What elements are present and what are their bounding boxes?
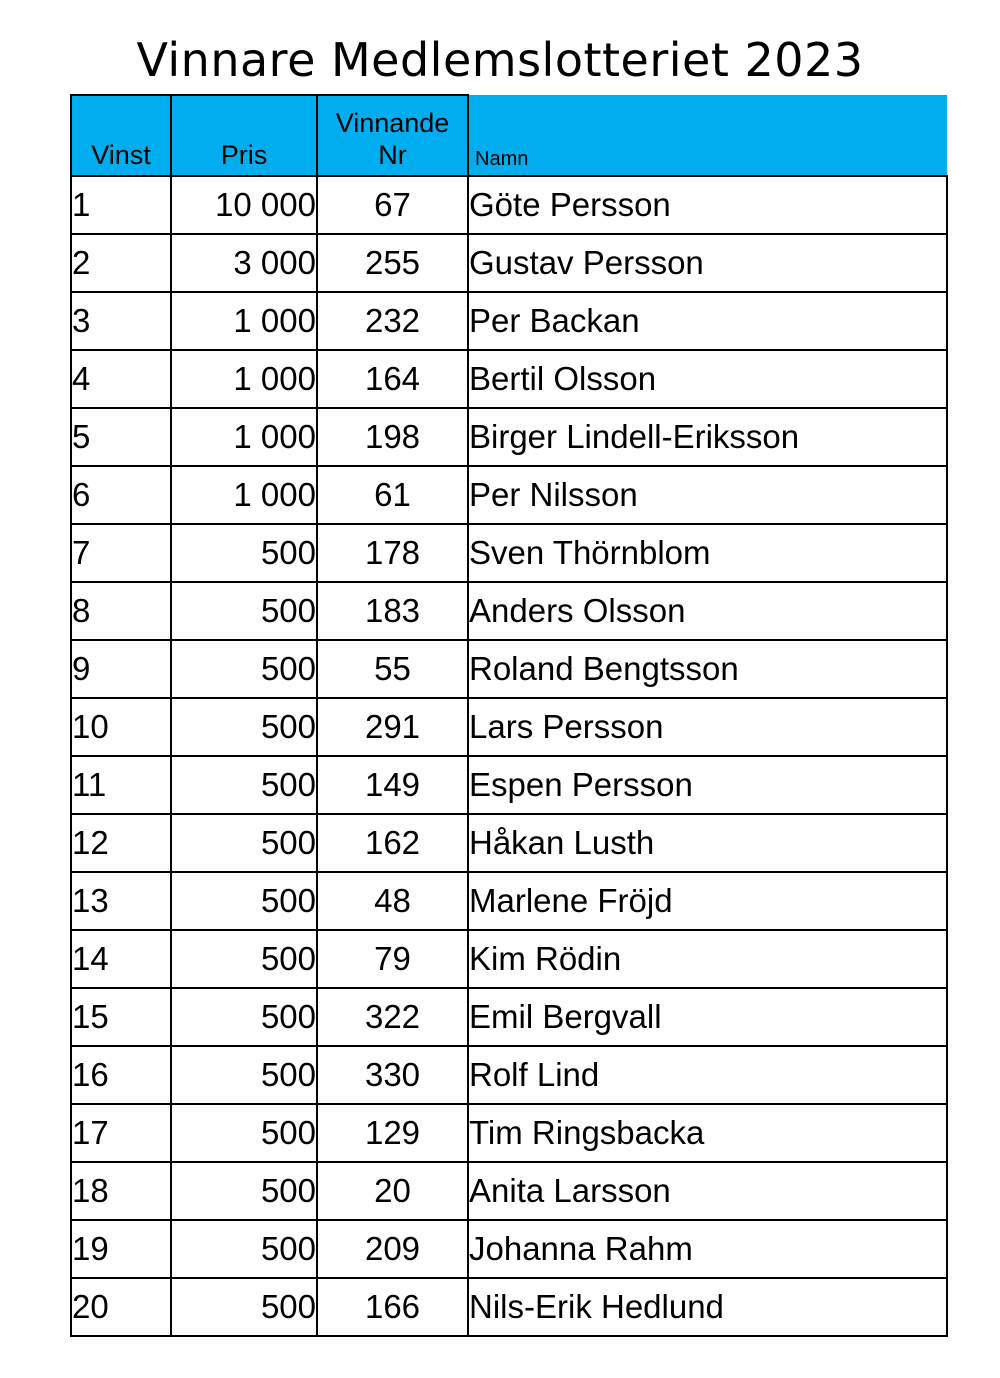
header-namn: Namn [468,95,947,176]
winners-table [70,94,948,1337]
cell-vinst: 4 [71,350,171,408]
cell-vinnande-nr: 291 [317,698,468,756]
cell-namn: Kim Rödin [468,930,947,988]
table-row [71,466,947,524]
cell-vinst: 1 [71,176,171,234]
cell-vinnande-nr: 255 [317,234,468,292]
cell-pris: 10 000 [171,176,317,234]
cell-namn: Roland Bengtsson [468,640,947,698]
cell-vinst: 20 [71,1278,171,1336]
cell-namn: Marlene Fröjd [468,872,947,930]
cell-vinnande-nr: 166 [317,1278,468,1336]
cell-namn: Birger Lindell-Eriksson [468,408,947,466]
cell-pris: 1 000 [171,350,317,408]
cell-pris: 500 [171,756,317,814]
cell-vinnande-nr: 149 [317,756,468,814]
cell-pris: 1 000 [171,408,317,466]
table-row [71,176,947,234]
cell-namn: Lars Persson [468,698,947,756]
cell-namn: Anders Olsson [468,582,947,640]
table-row [71,408,947,466]
cell-vinnande-nr: 67 [317,176,468,234]
cell-pris: 500 [171,1104,317,1162]
cell-namn: Håkan Lusth [468,814,947,872]
cell-vinnande-nr: 55 [317,640,468,698]
cell-vinst: 5 [71,408,171,466]
cell-namn: Gustav Persson [468,234,947,292]
table-row [71,756,947,814]
header-vinnande-nr-line2: Nr [378,140,407,170]
cell-vinnande-nr: 232 [317,292,468,350]
cell-namn: Anita Larsson [468,1162,947,1220]
cell-pris: 500 [171,698,317,756]
table-row [71,1278,947,1336]
table-row [71,292,947,350]
header-row [71,95,947,176]
cell-namn: Tim Ringsbacka [468,1104,947,1162]
header-vinnande-nr [317,95,468,176]
cell-vinnande-nr: 178 [317,524,468,582]
table-header [71,95,947,176]
cell-vinst: 3 [71,292,171,350]
table-row [71,814,947,872]
cell-vinnande-nr: 330 [317,1046,468,1104]
cell-vinst: 7 [71,524,171,582]
table-row [71,1104,947,1162]
page-title: Vinnare Medlemslotteriet 2023 [136,33,864,87]
cell-vinnande-nr: 129 [317,1104,468,1162]
cell-pris: 500 [171,1220,317,1278]
header-pris: Pris [171,95,317,176]
table-row [71,698,947,756]
header-vinnande-nr-line1: Vinnande [335,108,450,138]
cell-namn: Espen Persson [468,756,947,814]
cell-vinnande-nr: 198 [317,408,468,466]
cell-namn: Göte Persson [468,176,947,234]
table-row [71,1046,947,1104]
table-row [71,524,947,582]
cell-namn: Nils-Erik Hedlund [468,1278,947,1336]
cell-namn: Per Nilsson [468,466,947,524]
cell-vinnande-nr: 164 [317,350,468,408]
cell-vinst: 12 [71,814,171,872]
cell-vinst: 11 [71,756,171,814]
cell-vinst: 15 [71,988,171,1046]
table-row [71,1162,947,1220]
table-row [71,988,947,1046]
table-row [71,1220,947,1278]
cell-pris: 500 [171,930,317,988]
cell-vinnande-nr: 183 [317,582,468,640]
cell-vinst: 18 [71,1162,171,1220]
cell-vinnande-nr: 48 [317,872,468,930]
cell-pris: 500 [171,524,317,582]
cell-vinst: 13 [71,872,171,930]
cell-vinst: 2 [71,234,171,292]
cell-pris: 1 000 [171,292,317,350]
header-vinst: Vinst [71,95,171,176]
cell-namn: Per Backan [468,292,947,350]
cell-vinnande-nr: 20 [317,1162,468,1220]
cell-vinst: 19 [71,1220,171,1278]
cell-vinst: 10 [71,698,171,756]
cell-vinnande-nr: 209 [317,1220,468,1278]
cell-vinst: 9 [71,640,171,698]
cell-pris: 500 [171,814,317,872]
cell-pris: 500 [171,872,317,930]
cell-pris: 500 [171,1046,317,1104]
cell-vinnande-nr: 79 [317,930,468,988]
cell-pris: 500 [171,582,317,640]
cell-namn: Bertil Olsson [468,350,947,408]
cell-vinnande-nr: 322 [317,988,468,1046]
cell-pris: 500 [171,988,317,1046]
table-row [71,930,947,988]
cell-vinst: 8 [71,582,171,640]
table-row [71,234,947,292]
table-row [71,640,947,698]
cell-vinnande-nr: 162 [317,814,468,872]
cell-vinnande-nr: 61 [317,466,468,524]
cell-vinst: 14 [71,930,171,988]
table-row [71,582,947,640]
cell-vinst: 6 [71,466,171,524]
cell-namn: Sven Thörnblom [468,524,947,582]
cell-pris: 3 000 [171,234,317,292]
table-row [71,872,947,930]
cell-vinst: 17 [71,1104,171,1162]
cell-namn: Rolf Lind [468,1046,947,1104]
cell-pris: 500 [171,1162,317,1220]
cell-namn: Johanna Rahm [468,1220,947,1278]
table-body [71,176,947,1336]
cell-pris: 500 [171,640,317,698]
cell-namn: Emil Bergvall [468,988,947,1046]
cell-pris: 500 [171,1278,317,1336]
cell-vinst: 16 [71,1046,171,1104]
table-row [71,350,947,408]
cell-pris: 1 000 [171,466,317,524]
